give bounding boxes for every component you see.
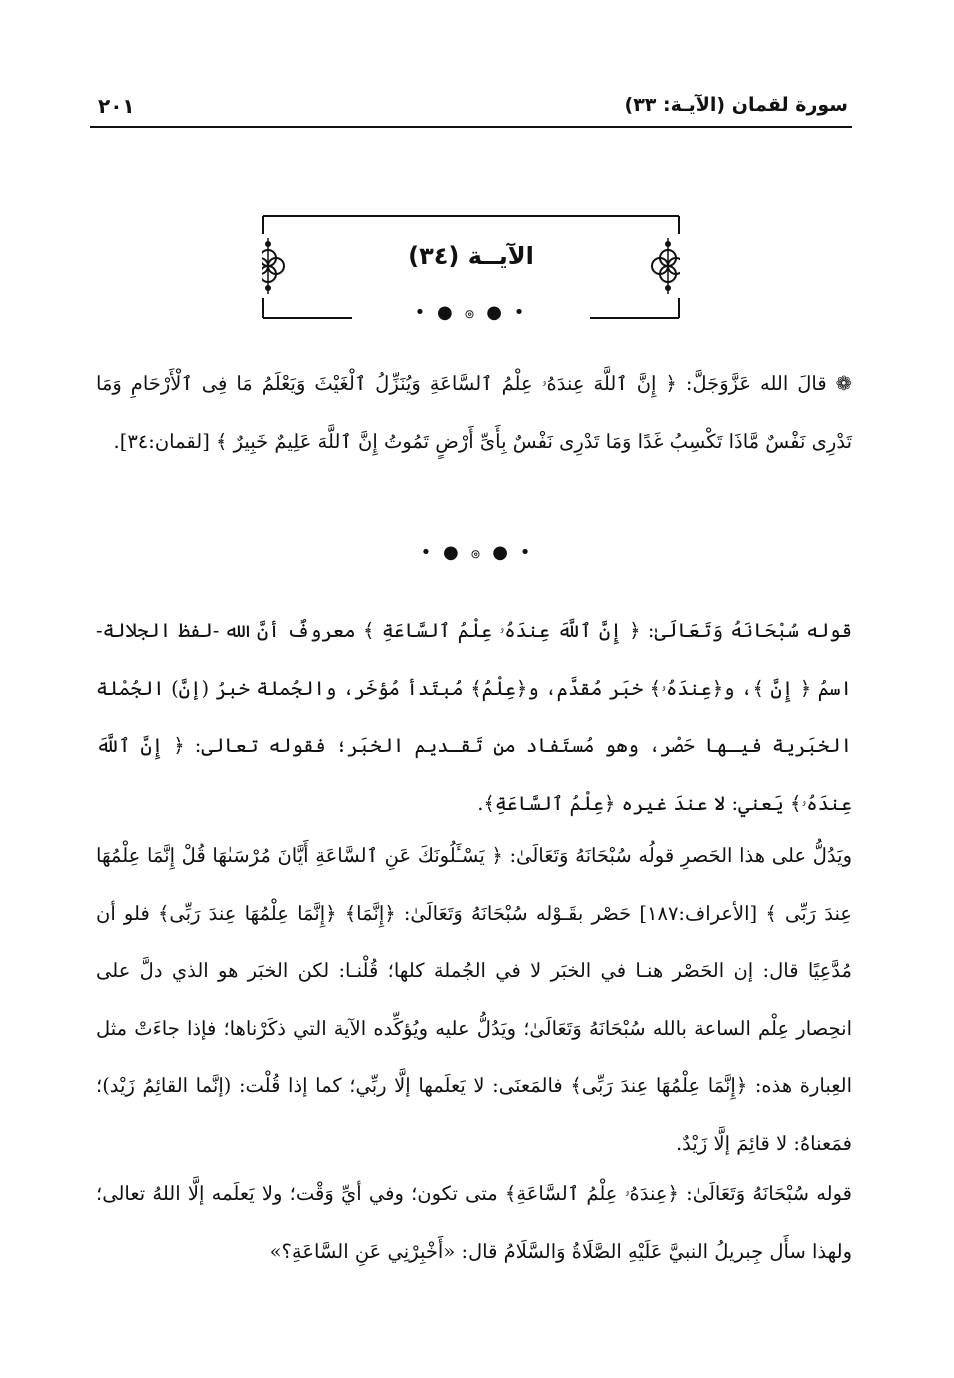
- ayah-title: الآيــة (٣٤): [408, 242, 534, 270]
- commentary-paragraph-3: [96, 1165, 852, 1280]
- ayah-heading-frame: [262, 212, 680, 323]
- paragraph: قوله سُبْحَانَهُ وَتَعَالَىٰ: ﴿عِندَهُۥ عِلْمُ ٱلسَّاعَةِ﴾ متى تكون؛ وفي أيِّ وَقْت؛ ولا يَعلَمه إلَّا اللهُ تعالى؛ ولهذا سأَل جِبريلُ النبيَّ عَلَيْهِ الصَّلَاةُ وَالسَّلَامُ قال: «أَخْبِرْنِي عَنِ السَّاعَةِ؟»: [96, 1182, 852, 1263]
- paragraph: ويَدُلُّ على هذا الحَصرِ قولُه سُبْحَانَهُ وَتَعَالَىٰ: ﴿ يَسْـَٔلُونَكَ عَنِ ٱلسَّاعَةِ أَيَّانَ مُرْسَىٰهَا قُلْ إِنَّمَا عِلْمُهَا عِندَ رَبِّى ﴾ [الأعراف:١٨٧] حَصْر بقَـوْله سُبْحَانَهُ وَتَعَالَىٰ: ﴿إِنَّمَا﴾ ﴿إِنَّمَا عِلْمُهَا عِندَ رَبِّى﴾ فلو أن مُدَّعِيًا قال: إن الحَصْر هنـا في الخبَر لا في الجُملة كلها؛ قُلْنـا: لكن الخبَر هو الذي دلَّ على انحِصار عِلْم الساعة بالله سُبْحَانَهُ وَتَعَالَىٰ؛ ويَدُلُّ عليه ويُؤكِّده الآية التي ذكَرْناها؛ فإذا جاءَتْ مثل العِبارة هذه: ﴿إِنَّمَا عِلْمُهَا عِندَ رَبِّى﴾ فالمَعنَى: لا يَعلَمها إلَّا ربِّي؛ كما إذا قُلْت: (إنَّما القائِمُ زَيْد)؛ فمَعناهُ: لا قائِمَ إلَّا زَيْدٌ.: [96, 844, 852, 1155]
- commentary-paragraph-2: [96, 827, 852, 1172]
- page-number: ٢٠١: [98, 94, 135, 118]
- running-header: [90, 92, 852, 128]
- surah-title: سورة لقمان (الآيـة: ٣٣): [624, 94, 848, 116]
- commentary-paragraph-1: [96, 602, 852, 832]
- ayah-text: [96, 355, 852, 470]
- section-divider: • ● ၜ ● •: [420, 542, 534, 563]
- frame-divider: • ● ၜ ● •: [414, 302, 528, 323]
- paragraph: ❁ قالَ الله عَزَّوَجَلَّ: ﴿ إِنَّ ٱللَّهَ عِندَهُۥ عِلْمُ ٱلسَّاعَةِ وَيُنَزِّلُ ٱلْغَيْثَ وَيَعْلَمُ مَا فِى ٱلْأَرْحَامِ وَمَا تَدْرِى نَفْسٌ مَّاذَا تَكْسِبُ غَدًا وَمَا تَدْرِى نَفْسٌ بِأَىِّ أَرْضٍ تَمُوتُ إِنَّ ٱللَّهَ عَلِيمٌ خَبِيرٌ ﴾ [لقمان:٣٤].: [96, 372, 852, 453]
- paragraph: قوله سُبْحَانَهُ وَتَعَالَىٰ: ﴿ إِنَّ ٱللَّهَ عِندَهُۥ عِلْمُ ٱلسَّاعَةِ ﴾ معروفٌ أنَّ الله -لفظ الجلالة- اسمُ ﴿ إِنَّ ﴾، و﴿عِندَهُۥ﴾ خبَر مُقدَّم، و﴿عِلْمُ﴾ مُبتَدأ مُؤخَر، والجُملة خبرُ (إنَّ) الجُمْلة الخبَرية فيـها حَصْر، وهو مُستَفاد من تَقـديم الخبَر؛ فقوله تعالى: ﴿ إِنَّ ٱللَّهَ عِندَهُۥ﴾ يَعني: لا عندَ غيره ﴿عِلْمُ ٱلسَّاعَةِ﴾.: [96, 619, 852, 815]
